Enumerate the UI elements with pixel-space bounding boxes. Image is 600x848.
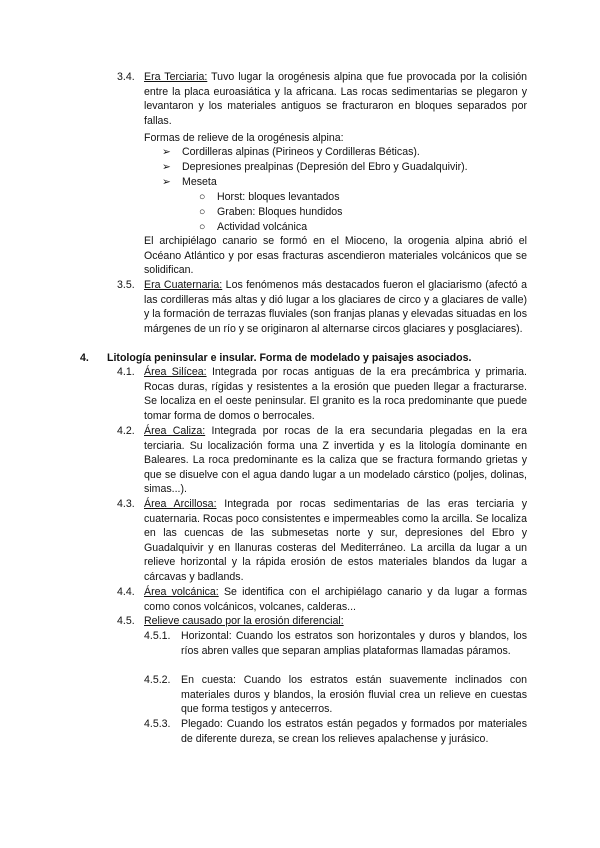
- section-number: 4.: [80, 352, 89, 364]
- section-paragraph: [144, 278, 527, 336]
- section-4-5-2: [144, 673, 527, 717]
- arrow-bullet-icon: ➢: [162, 161, 171, 173]
- section-title: Era Terciaria:: [144, 71, 208, 83]
- sublist-item: [199, 205, 499, 220]
- sublist-item-text: Graben: Bloques hundidos: [217, 206, 343, 218]
- sublist-item: [199, 220, 499, 235]
- list-item-text: Depresiones prealpinas (Depresión del Ebro y Guadalquivir).: [182, 161, 468, 173]
- canary-paragraph: El archipiélago canario se formó en el Mioceno, la orogenia alpina abrió el Océano Atlántico y por esas fracturas ascendieron materiales volcánicos que se solidifican.: [144, 235, 527, 277]
- section-number: 4.5.1.: [144, 630, 171, 642]
- section-4-5-3: [144, 717, 527, 746]
- arrow-bullet-icon: ➢: [162, 176, 171, 188]
- section-title: Era Cuaternaria:: [144, 279, 223, 291]
- section-body: Plegado: Cuando los estratos están pegados y formados por materiales de diferente dureza, se crean los relieves apalachense y jurásico.: [181, 718, 527, 745]
- list-item-text: Cordilleras alpinas (Pirineos y Cordilleras Béticas).: [182, 146, 420, 158]
- section-4-2: [117, 424, 527, 497]
- section-4-5-1: [144, 629, 527, 658]
- circle-bullet-icon: ○: [199, 191, 206, 203]
- section-3-5: [117, 278, 527, 336]
- section-body: Integrada por rocas sedimentarias de las eras terciaria y cuaternaria. Rocas poco consistentes e impermeables como la arcilla. Se localiza en las cuencas de las submesetas norte y sur, depresiones del Ebro y Guadalquivir y en llanuras costeras del Mediterráneo. La arcilla da lugar a un relieve horizontal y la rápida erosión de estos materiales blandos da lugar a cárcavas y badlands.: [144, 498, 528, 583]
- section-paragraph: [144, 497, 527, 585]
- section-paragraph: [144, 70, 527, 128]
- section-number: 4.5.3.: [144, 718, 171, 730]
- section-number: 4.1.: [117, 366, 135, 378]
- section-body: En cuesta: Cuando los estratos están suavemente inclinados con materiales duros y blandos, la erosión fluvial crea un relieve en cuestas que forma testigos y antecerros.: [181, 674, 527, 716]
- section-4-3: [117, 497, 527, 585]
- circle-bullet-icon: ○: [199, 221, 206, 233]
- section-body: Integrada por rocas antiguas de la era precámbrica y primaria. Rocas duras, rígidas y resistentes a la erosión que pueden llegar a fracturarse. Se localiza en el oeste peninsular. El granito es la roca predominante que puede tomar forma de domos o berrocales.: [144, 366, 527, 422]
- section-title: Área Silícea:: [144, 366, 207, 378]
- list-item: [162, 160, 542, 175]
- section-body: Los fenómenos más destacados fueron el glaciarismo (afectó a las cordilleras más altas y dió lugar a los glaciares de circo y a glaciares de valle) y la formación de terrazas fluviales (son franjas planas y elevadas situadas en los márgenes de un río y se originaron al alternarse circos glaciares y posglaciares).: [144, 279, 527, 335]
- section-body: Tuvo lugar la orogénesis alpina que fue provocada por la colisión entre la placa euroasiática y la africana. Las rocas sedimentarias se plegaron y levantaron y los materiales antiguos se fracturaron en bloques separados por fallas.: [144, 71, 527, 127]
- section-title: Área volcánica:: [144, 586, 219, 598]
- section-paragraph: [144, 585, 527, 614]
- section-body: Horizontal: Cuando los estratos son horizontales y duros y blandos, los ríos abren valles que separan amplias plataformas llamadas páramos.: [181, 630, 527, 657]
- section-4-4: [117, 585, 527, 614]
- section-4: [80, 351, 540, 366]
- sublist-item: [199, 190, 499, 205]
- sublist-item-text: Horst: bloques levantados: [217, 191, 340, 203]
- section-heading: Litología peninsular e insular. Forma de modelado y paisajes asociados.: [107, 352, 472, 364]
- section-number: 4.4.: [117, 586, 135, 598]
- section-number: 4.5.: [117, 615, 135, 627]
- section-3-4: [117, 70, 527, 128]
- section-paragraph: [144, 424, 527, 497]
- section-paragraph: [144, 365, 527, 423]
- list-item: [162, 175, 542, 190]
- list-item-text: Meseta: [182, 176, 217, 188]
- circle-bullet-icon: ○: [199, 206, 206, 218]
- forms-heading: Formas de relieve de la orogénesis alpina:: [144, 132, 344, 144]
- sublist-item-text: Actividad volcánica: [217, 221, 308, 233]
- section-body: Se identifica con el archipiélago canario y da lugar a formas como conos volcánicos, volcanes, calderas...: [144, 586, 528, 613]
- section-title: Área Arcillosa:: [144, 498, 217, 510]
- arrow-bullet-icon: ➢: [162, 146, 171, 158]
- section-4-1: [117, 365, 527, 423]
- section-number: 4.5.2.: [144, 674, 171, 686]
- section-number: 3.5.: [117, 279, 135, 291]
- section-title: Área Caliza:: [144, 425, 206, 437]
- section-number: 4.2.: [117, 425, 135, 437]
- list-item: [162, 145, 542, 160]
- section-title: Relieve causado por la erosión diferencial:: [144, 615, 344, 627]
- section-number: 4.3.: [117, 498, 135, 510]
- section-4-5: [117, 614, 527, 629]
- section-body: Integrada por rocas de la era secundaria plegadas en la era terciaria. Su localización forma una Z invertida y es la litología dominante en Baleares. La roca predominante es la caliza que se fractura formando grietas y que se disuelve con el agua dando lugar a un modelado cárstico (poljes, dolinas, simas...).: [144, 425, 527, 496]
- section-number: 3.4.: [117, 71, 135, 83]
